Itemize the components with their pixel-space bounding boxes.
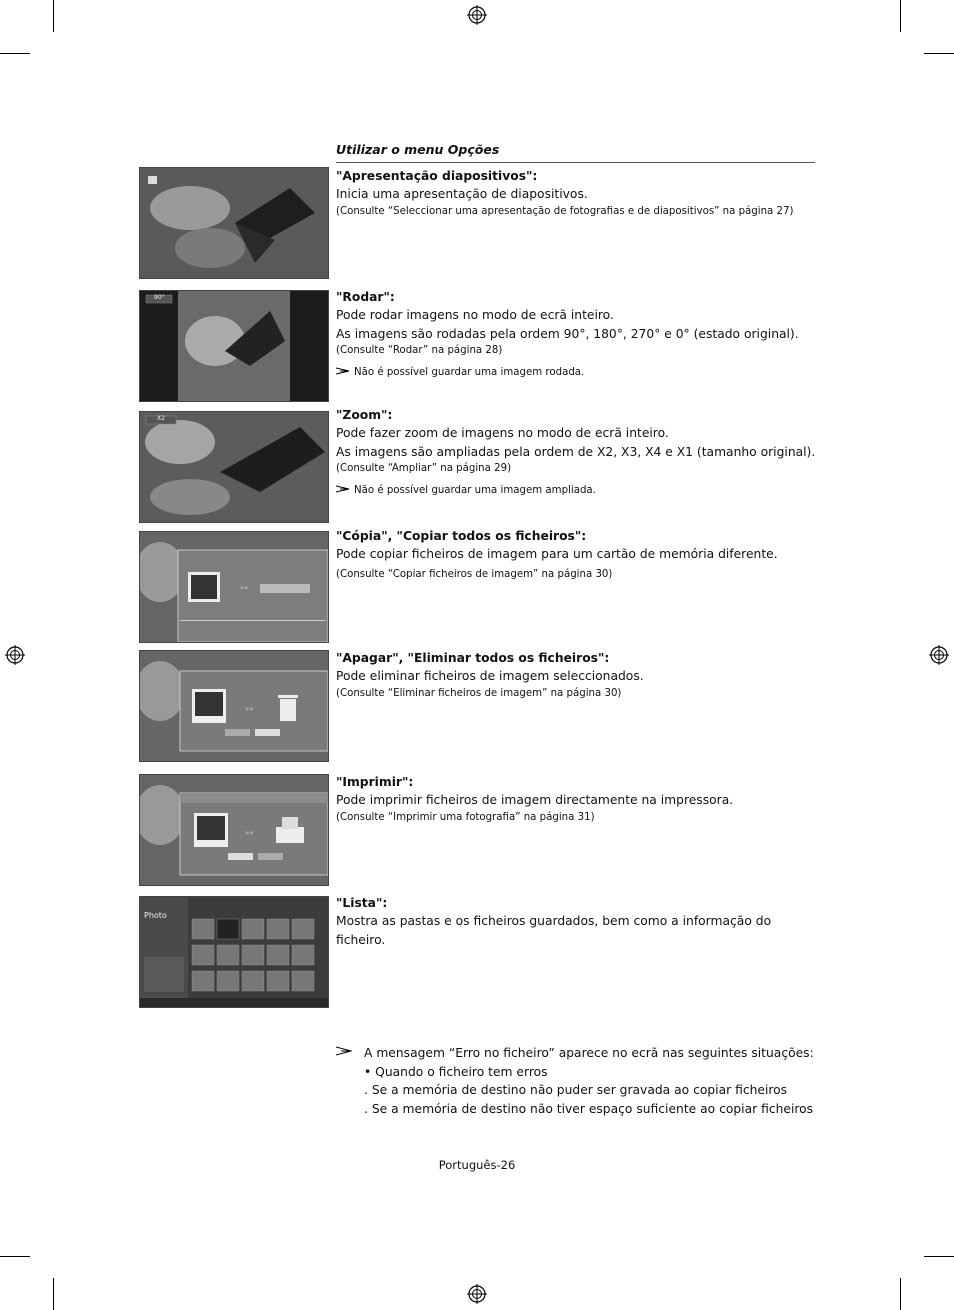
crop-mark bbox=[924, 1256, 954, 1257]
entry-note bbox=[336, 483, 816, 499]
rotate-screenshot bbox=[139, 290, 329, 402]
entry-line: Inicia uma apresentação de diapositivos. bbox=[336, 187, 588, 201]
copy-screenshot bbox=[139, 531, 329, 643]
entry-print bbox=[336, 773, 816, 826]
crop-mark bbox=[900, 1278, 901, 1310]
error-note bbox=[336, 1044, 816, 1118]
svg-text:»»: »» bbox=[245, 705, 254, 713]
entry-heading: "Cópia", "Copiar todos os ficheiros": bbox=[336, 529, 587, 543]
entry-note bbox=[336, 365, 816, 381]
entry-reference: (Consulte “Seleccionar uma apresentação de fotografias e de diapositivos” na página 27) bbox=[336, 205, 794, 217]
section-title: Utilizar o menu Opções bbox=[336, 142, 500, 157]
entry-line: Pode fazer zoom de imagens no modo de ecrã inteiro. bbox=[336, 426, 669, 440]
rotate-badge: 90° bbox=[154, 294, 165, 301]
crop-mark bbox=[0, 1256, 30, 1257]
entry-rotate bbox=[336, 288, 816, 381]
registration-mark-icon bbox=[5, 645, 25, 665]
zoom-screenshot bbox=[139, 411, 329, 523]
crop-mark bbox=[0, 53, 30, 54]
entry-heading: "Imprimir": bbox=[336, 775, 414, 789]
svg-text:»»: »» bbox=[245, 829, 254, 837]
slideshow-screenshot bbox=[139, 167, 329, 279]
section-rule bbox=[336, 162, 815, 163]
note-text: Não é possível guardar uma imagem ampliada. bbox=[354, 485, 596, 496]
entry-line: Pode imprimir ficheiros de imagem directamente na impressora. bbox=[336, 793, 734, 807]
entry-list bbox=[336, 894, 816, 949]
crop-mark bbox=[900, 0, 901, 32]
entry-line: Pode copiar ficheiros de imagem para um cartão de memória diferente. bbox=[336, 547, 778, 561]
print-screenshot bbox=[139, 774, 329, 886]
entry-copy bbox=[336, 527, 816, 583]
entry-heading: "Lista": bbox=[336, 896, 388, 910]
error-note-intro: A mensagem “Erro no ficheiro” aparece no ecrã nas seguintes situações: bbox=[364, 1046, 814, 1060]
entry-reference: (Consulte “Eliminar ficheiros de imagem” na página 30) bbox=[336, 687, 622, 699]
page-footer: Português-26 bbox=[438, 1158, 516, 1172]
entry-line: Pode eliminar ficheiros de imagem seleccionados. bbox=[336, 669, 644, 683]
registration-mark-icon bbox=[467, 5, 487, 25]
entry-line: Mostra as pastas e os ficheiros guardados, bem como a informação do ficheiro. bbox=[336, 914, 772, 947]
entry-heading: "Apagar", "Eliminar todos os ficheiros": bbox=[336, 651, 610, 665]
entry-delete bbox=[336, 649, 816, 702]
list-title: Photo bbox=[144, 911, 167, 920]
entry-line: As imagens são ampliadas pela ordem de X2, X3, X4 e X1 (tamanho original). bbox=[336, 444, 816, 459]
delete-screenshot bbox=[139, 650, 329, 762]
registration-mark-icon bbox=[467, 1284, 487, 1304]
error-note-item: . Se a memória de destino não tiver espaço suficiente ao copiar ficheiros bbox=[364, 1101, 814, 1116]
note-text: Não é possível guardar uma imagem rodada. bbox=[354, 367, 585, 378]
entry-reference: (Consulte “Imprimir uma fotografia” na página 31) bbox=[336, 811, 595, 823]
crop-mark bbox=[924, 53, 954, 54]
entry-reference: (Consulte “Rodar” na página 28) bbox=[336, 345, 503, 356]
entry-zoom bbox=[336, 406, 816, 499]
list-screenshot bbox=[139, 896, 329, 1008]
registration-mark-icon bbox=[929, 645, 949, 665]
entry-heading: "Apresentação diapositivos": bbox=[336, 169, 538, 183]
note-arrow-icon bbox=[336, 365, 350, 381]
svg-text:»»: »» bbox=[240, 584, 249, 592]
entry-slideshow bbox=[336, 167, 816, 220]
error-note-item: . Se a memória de destino não puder ser gravada ao copiar ficheiros bbox=[364, 1083, 788, 1097]
entry-reference: (Consulte “Ampliar” na página 29) bbox=[336, 463, 512, 474]
entry-reference: (Consulte “Copiar ficheiros de imagem” na página 30) bbox=[336, 568, 613, 580]
note-arrow-icon bbox=[336, 1044, 364, 1118]
entry-heading: "Zoom": bbox=[336, 408, 393, 422]
crop-mark bbox=[53, 0, 54, 32]
entry-line: Pode rodar imagens no modo de ecrã inteiro. bbox=[336, 308, 614, 322]
entry-line: As imagens são rodadas pela ordem 90°, 180°, 270° e 0° (estado original). bbox=[336, 326, 799, 341]
entry-heading: "Rodar": bbox=[336, 290, 395, 304]
zoom-badge: X2 bbox=[157, 415, 165, 422]
crop-mark bbox=[53, 1278, 54, 1310]
note-arrow-icon bbox=[336, 483, 350, 499]
error-note-item: • Quando o ficheiro tem erros bbox=[364, 1064, 548, 1079]
